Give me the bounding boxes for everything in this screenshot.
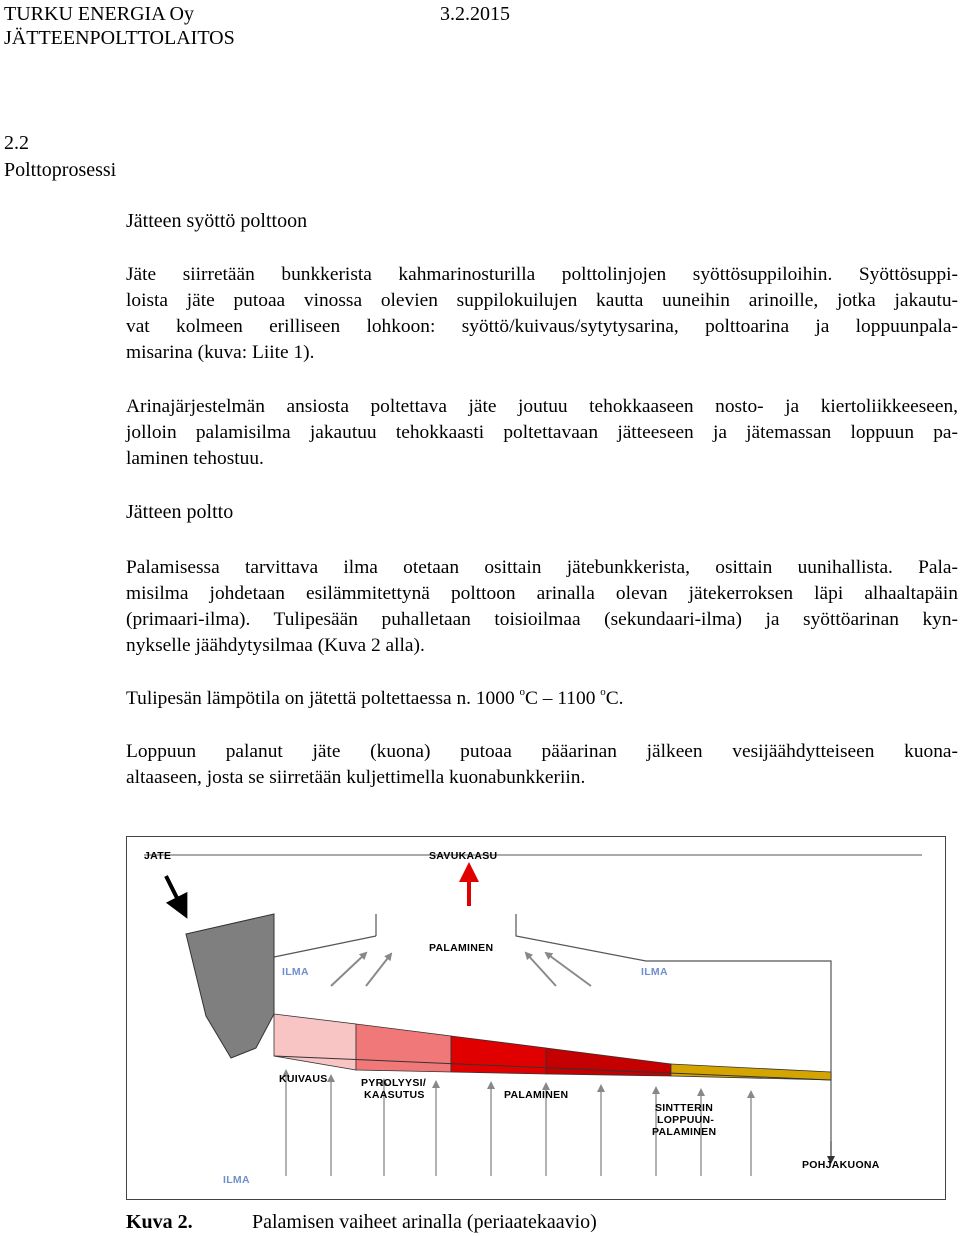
subsection-title-burning: Jätteen poltto bbox=[126, 501, 234, 523]
paragraph-feeding bbox=[126, 262, 958, 366]
combustion-diagram bbox=[126, 836, 946, 1200]
text-line: altaaseen, josta se siirretään kuljettimella kuonabunkkeriin. bbox=[126, 767, 586, 788]
text-line: vat kolmeen erilliseen lohkoon: syöttö/kuivaus/sytytysarina, polttoarina ja loppuunpala- bbox=[126, 316, 958, 337]
figure-caption: Palamisen vaiheet arinalla (periaatekaavio) bbox=[252, 1211, 597, 1233]
section-number: 2.2 bbox=[4, 132, 29, 154]
text-line: nykselle jäähdytysilmaa (Kuva 2 alla). bbox=[126, 635, 425, 656]
label-kuivaus: KUIVAUS bbox=[279, 1073, 328, 1085]
text-line: Loppuun palanut jäte (kuona) putoaa pääarinan jälkeen vesijäähdytteiseen kuona- bbox=[126, 741, 958, 762]
paragraph-temperature bbox=[126, 686, 958, 712]
degree-sign: o bbox=[600, 686, 606, 698]
label-ilma-bottom: ILMA bbox=[223, 1174, 250, 1186]
label-palaminen-top: PALAMINEN bbox=[429, 942, 494, 954]
figure-label: Kuva 2. bbox=[126, 1211, 193, 1233]
company-name: TURKU ENERGIA Oy bbox=[4, 3, 194, 25]
label-ilma-right: ILMA bbox=[641, 966, 668, 978]
label-kaasutus: KAASUTUS bbox=[364, 1089, 425, 1101]
text-line: loista jäte putoaa vinossa olevien suppilokuilujen kautta uuneihin arinoille, jotka jakautu- bbox=[126, 290, 958, 311]
label-ilma-left: ILMA bbox=[282, 966, 309, 978]
text-line: misilma johdetaan esilämmitettynä polttoon arinalla olevan jätekerroksen läpi alhaaltapäin bbox=[126, 583, 958, 604]
label-pyrolyysi: PYROLYYSI/ bbox=[361, 1077, 427, 1089]
label-pohjakuona: POHJAKUONA bbox=[802, 1159, 880, 1171]
degree-sign: o bbox=[519, 686, 525, 698]
subsection-title-feeding: Jätteen syöttö polttoon bbox=[126, 210, 308, 232]
text-line: Arinajärjestelmän ansiosta poltettava jäte joutuu tehokkaaseen nosto- ja kiertoliikkeeseen, bbox=[126, 396, 958, 417]
label-savukaasu: SAVUKAASU bbox=[429, 850, 498, 862]
text-line: laminen tehostuu. bbox=[126, 448, 264, 469]
text-line: Palamisessa tarvittava ilma otetaan osittain jätebunkkerista, osittain uunihallista. Pala- bbox=[126, 557, 958, 578]
text-line: Jäte siirretään bunkkerista kahmarinosturilla polttolinjojen syöttösuppiloihin. Syöttösuppi- bbox=[126, 264, 958, 285]
combustion-diagram-svg bbox=[126, 836, 946, 1200]
plant-name: JÄTTEENPOLTTOLAITOS bbox=[4, 27, 235, 49]
text-line: misarina (kuva: Liite 1). bbox=[126, 342, 315, 363]
label-sintterin-palaminen: PALAMINEN bbox=[652, 1126, 717, 1138]
text-line: jolloin palamisilma jakautuu tehokkaasti poltettavaan jätteeseen ja jätemassan loppuun pa- bbox=[126, 422, 958, 443]
document-date: 3.2.2015 bbox=[440, 3, 510, 25]
text-line bbox=[126, 686, 958, 712]
label-palaminen-bottom: PALAMINEN bbox=[504, 1089, 569, 1101]
temp-text: Tulipesän lämpötila on jätettä poltettaessa n. 1000 bbox=[126, 688, 520, 709]
temp-text: C. bbox=[605, 688, 624, 709]
paragraph-combustion-air bbox=[126, 555, 958, 659]
text-line: (primaari-ilma). Tulipesään puhalletaan toisioilmaa (sekundaari-ilma) ja syöttöarinan kyn- bbox=[126, 609, 958, 630]
label-loppuun: LOPPUUN- bbox=[657, 1114, 715, 1126]
section-title: Polttoprosessi bbox=[4, 159, 117, 181]
paragraph-slag bbox=[126, 739, 958, 791]
temp-text: C – 1100 bbox=[525, 688, 601, 709]
label-sintterin: SINTTERIN bbox=[655, 1102, 714, 1114]
label-jate: JATE bbox=[144, 850, 172, 862]
paragraph-grate-system bbox=[126, 394, 958, 472]
